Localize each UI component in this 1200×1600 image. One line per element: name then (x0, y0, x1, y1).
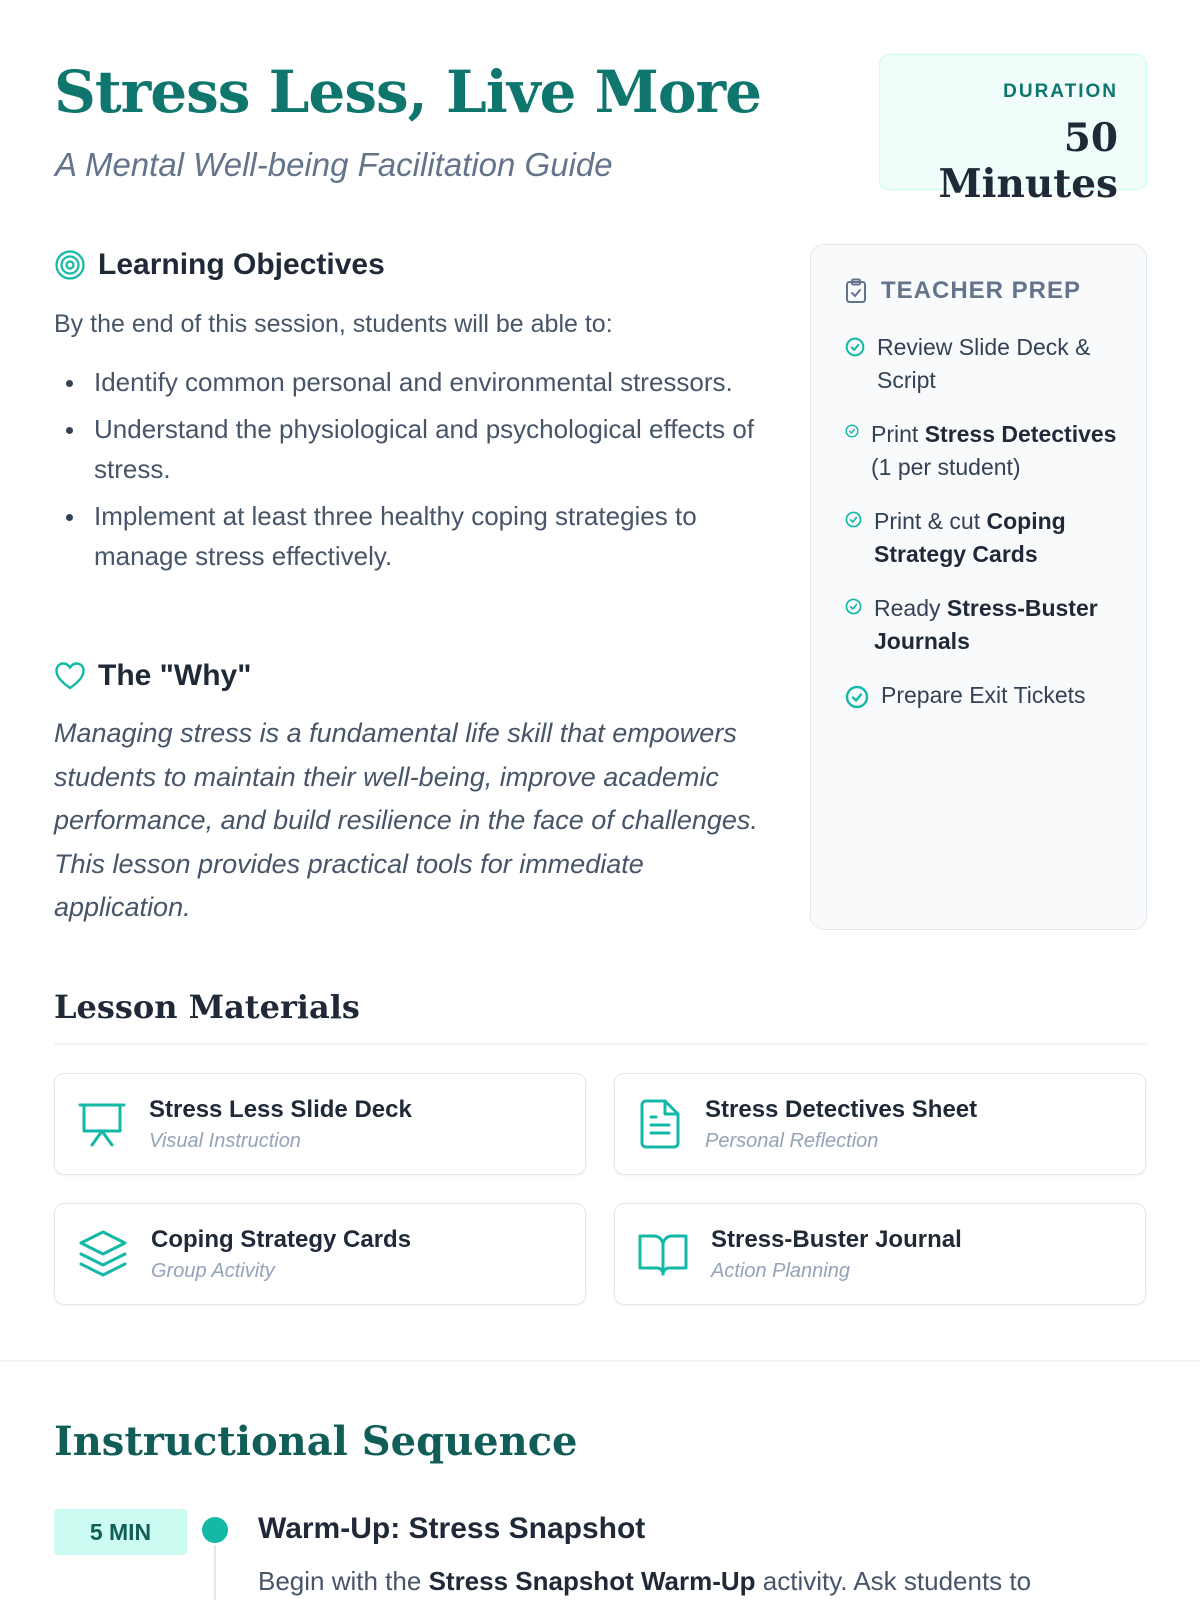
sequence-heading: Instructional Sequence (54, 1418, 578, 1465)
page-title: Stress Less, Live More (54, 58, 761, 126)
objectives-heading (54, 248, 385, 282)
prep-item-text: Ready Stress-Buster Journals (874, 595, 1098, 654)
material-card-detectives-sheet[interactable] (614, 1073, 1146, 1175)
material-type: Personal Reflection (705, 1129, 879, 1152)
material-type: Group Activity (151, 1259, 275, 1282)
step-description: Begin with the Stress Snapshot Warm-Up activity. Ask students to (258, 1566, 1032, 1596)
prep-item-text: Print & cut Coping Strategy Cards (874, 508, 1066, 567)
time-badge: 5 MIN (54, 1509, 187, 1555)
teacher-prep-heading: TEACHER PREP (845, 277, 1120, 305)
check-circle-icon (845, 598, 862, 615)
prep-item-text: Prepare Exit Tickets (881, 682, 1086, 708)
presentation-icon (77, 1100, 127, 1148)
why-heading (54, 659, 251, 693)
material-type: Visual Instruction (149, 1129, 301, 1152)
layers-icon (77, 1228, 129, 1280)
materials-divider (54, 1043, 1147, 1045)
objectives-list (54, 362, 774, 583)
list-item: Understand the physiological and psychological effects of stress. (54, 409, 774, 489)
why-heading-text: The "Why" (98, 659, 252, 692)
step-title: Warm-Up: Stress Snapshot (258, 1512, 646, 1545)
timeline-line (214, 1545, 216, 1600)
material-name: Coping Strategy Cards (151, 1225, 412, 1253)
material-name: Stress Less Slide Deck (149, 1095, 412, 1123)
target-icon (54, 249, 86, 281)
duration-box (879, 54, 1147, 207)
why-text: Managing stress is a fundamental life skill that empowers students to maintain their well-being, improve academic performance, and build resilience in the face of challenges. This lesson provides practical tools for immediate application. (54, 718, 758, 922)
material-type: Action Planning (711, 1259, 850, 1282)
check-circle-icon (845, 511, 862, 528)
material-card-slide-deck[interactable] (54, 1073, 586, 1175)
prep-checklist-item (845, 331, 1120, 397)
check-circle-icon (845, 337, 865, 357)
objectives-intro: By the end of this session, students will be able to: (54, 310, 613, 338)
section-divider (0, 1360, 1200, 1362)
objectives-heading-text: Learning Objectives (98, 248, 385, 281)
clipboard-icon (845, 278, 867, 304)
prep-item-text: Print Stress Detectives (1 per student) (871, 421, 1117, 480)
timeline-dot (202, 1517, 228, 1543)
duration-value: 50 Minutes (938, 115, 1118, 207)
material-name: Stress-Buster Journal (711, 1225, 962, 1253)
list-item: Identify common personal and environmental stressors. (54, 362, 774, 402)
check-circle-icon (845, 685, 869, 709)
material-card-journal[interactable] (614, 1203, 1146, 1305)
material-name: Stress Detectives Sheet (705, 1095, 978, 1123)
prep-checklist-item (845, 679, 1120, 712)
open-book-icon (637, 1231, 689, 1277)
prep-checklist-item (845, 418, 1120, 484)
check-circle-icon (845, 424, 859, 438)
list-item: Implement at least three healthy coping strategies to manage stress effectively. (54, 496, 774, 576)
heart-icon (54, 661, 86, 691)
prep-item-text: Review Slide Deck & Script (877, 334, 1091, 393)
document-icon (637, 1098, 683, 1150)
prep-checklist-item (845, 505, 1120, 571)
material-card-coping-cards[interactable] (54, 1203, 586, 1305)
duration-label: DURATION (1003, 81, 1118, 102)
prep-checklist-item (845, 592, 1120, 658)
materials-heading: Lesson Materials (54, 988, 360, 1026)
page-subtitle: A Mental Well-being Facilitation Guide (55, 146, 613, 183)
teacher-prep-panel (810, 244, 1147, 930)
